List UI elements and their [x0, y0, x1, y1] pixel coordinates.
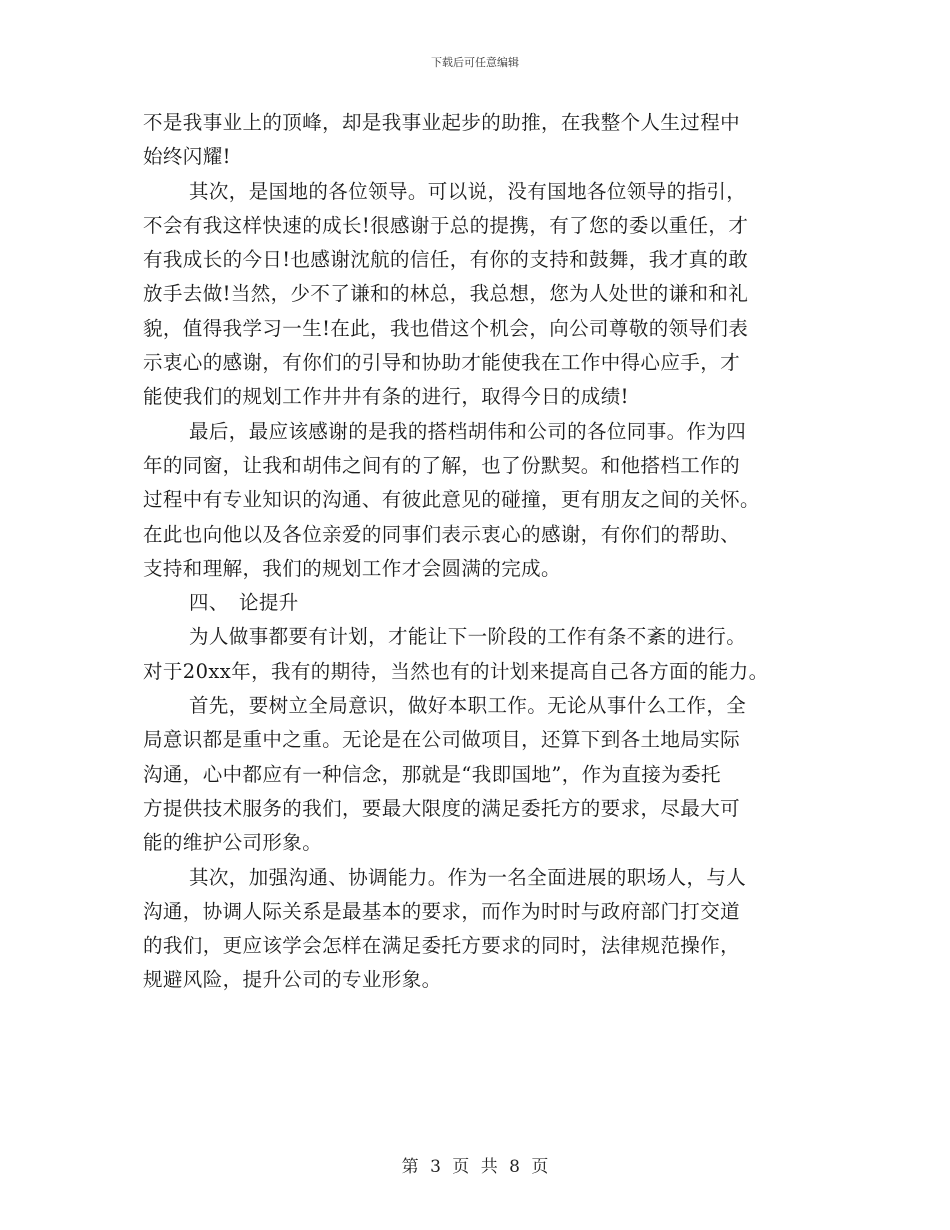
text-line: 沟通，心中都应有一种信念，那就是“我即国地”，作为直接为委托 — [143, 762, 721, 786]
text-line: 的我们，更应该学会怎样在满足委托方要求的同时，法律规范操作， — [143, 934, 741, 958]
text-line: 年的同窗，让我和胡伟之间有的了解，也了份默契。和他搭档工作的 — [143, 453, 741, 477]
text-line: 能的维护公司形象。 — [143, 831, 323, 855]
text-line: 首先，要树立全局意识，做好本职工作。无论从事什么工作，全 — [189, 694, 747, 718]
text-line: 规避风险，提升公司的专业形象。 — [143, 968, 442, 992]
document-body — [143, 106, 803, 998]
text-line: 示衷心的感谢，有你们的引导和协助才能使我在工作中得心应手，才 — [143, 351, 741, 375]
text-line: 对于20xx年，我有的期待，当然也有的计划来提高自己各方面的能力。 — [143, 659, 769, 683]
text-line: 有我成长的今日!也感谢沈航的信任，有你的支持和鼓舞，我才真的敢 — [143, 248, 749, 272]
text-line: 在此也向他以及各位亲爱的同事们表示衷心的感谢，有你们的帮助、 — [143, 522, 741, 546]
text-line: 过程中有专业知识的沟通、有彼此意见的碰撞，更有朋友之间的关怀。 — [143, 488, 760, 512]
text-line: 貌，值得我学习一生!在此，我也借这个机会，向公司尊敬的领导们表 — [143, 316, 749, 340]
text-line: 放手去做!当然，少不了谦和的林总，我总想，您为人处世的谦和和礼 — [143, 282, 749, 306]
section-heading: 四、 论提升 — [189, 591, 299, 615]
text-line: 其次，是国地的各位领导。可以说，没有国地各位领导的指引， — [189, 179, 747, 203]
text-line: 最后，最应该感谢的是我的搭档胡伟和公司的各位同事。作为四 — [189, 419, 747, 443]
text-line: 沟通，协调人际关系是最基本的要求，而作为时时与政府部门打交道 — [143, 899, 741, 923]
text-line: 局意识都是重中之重。无论是在公司做项目，还算下到各土地局实际 — [143, 728, 741, 752]
text-line: 方提供技术服务的我们，要最大限度的满足委托方的要求，尽最大可 — [143, 796, 741, 820]
text-line: 始终闪耀! — [143, 145, 231, 169]
text-line: 不会有我这样快速的成长!很感谢于总的提携，有了您的委以重任，才 — [143, 213, 749, 237]
text-line: 不是我事业上的顶峰，却是我事业起步的助推，在我整个人生过程中 — [143, 111, 741, 134]
text-line: 其次，加强沟通、协调能力。作为一名全面进展的职场人，与人 — [189, 865, 747, 889]
page-footer: 第 3 页 共 8 页 — [401, 1157, 549, 1177]
text-line: 能使我们的规划工作井井有条的进行，取得今日的成绩! — [143, 385, 629, 409]
page-header: 下载后可任意编辑 — [431, 56, 519, 69]
text-line: 为人做事都要有计划，才能让下一阶段的工作有条不紊的进行。 — [189, 625, 747, 649]
text-line: 支持和理解，我们的规划工作才会圆满的完成。 — [143, 556, 561, 580]
